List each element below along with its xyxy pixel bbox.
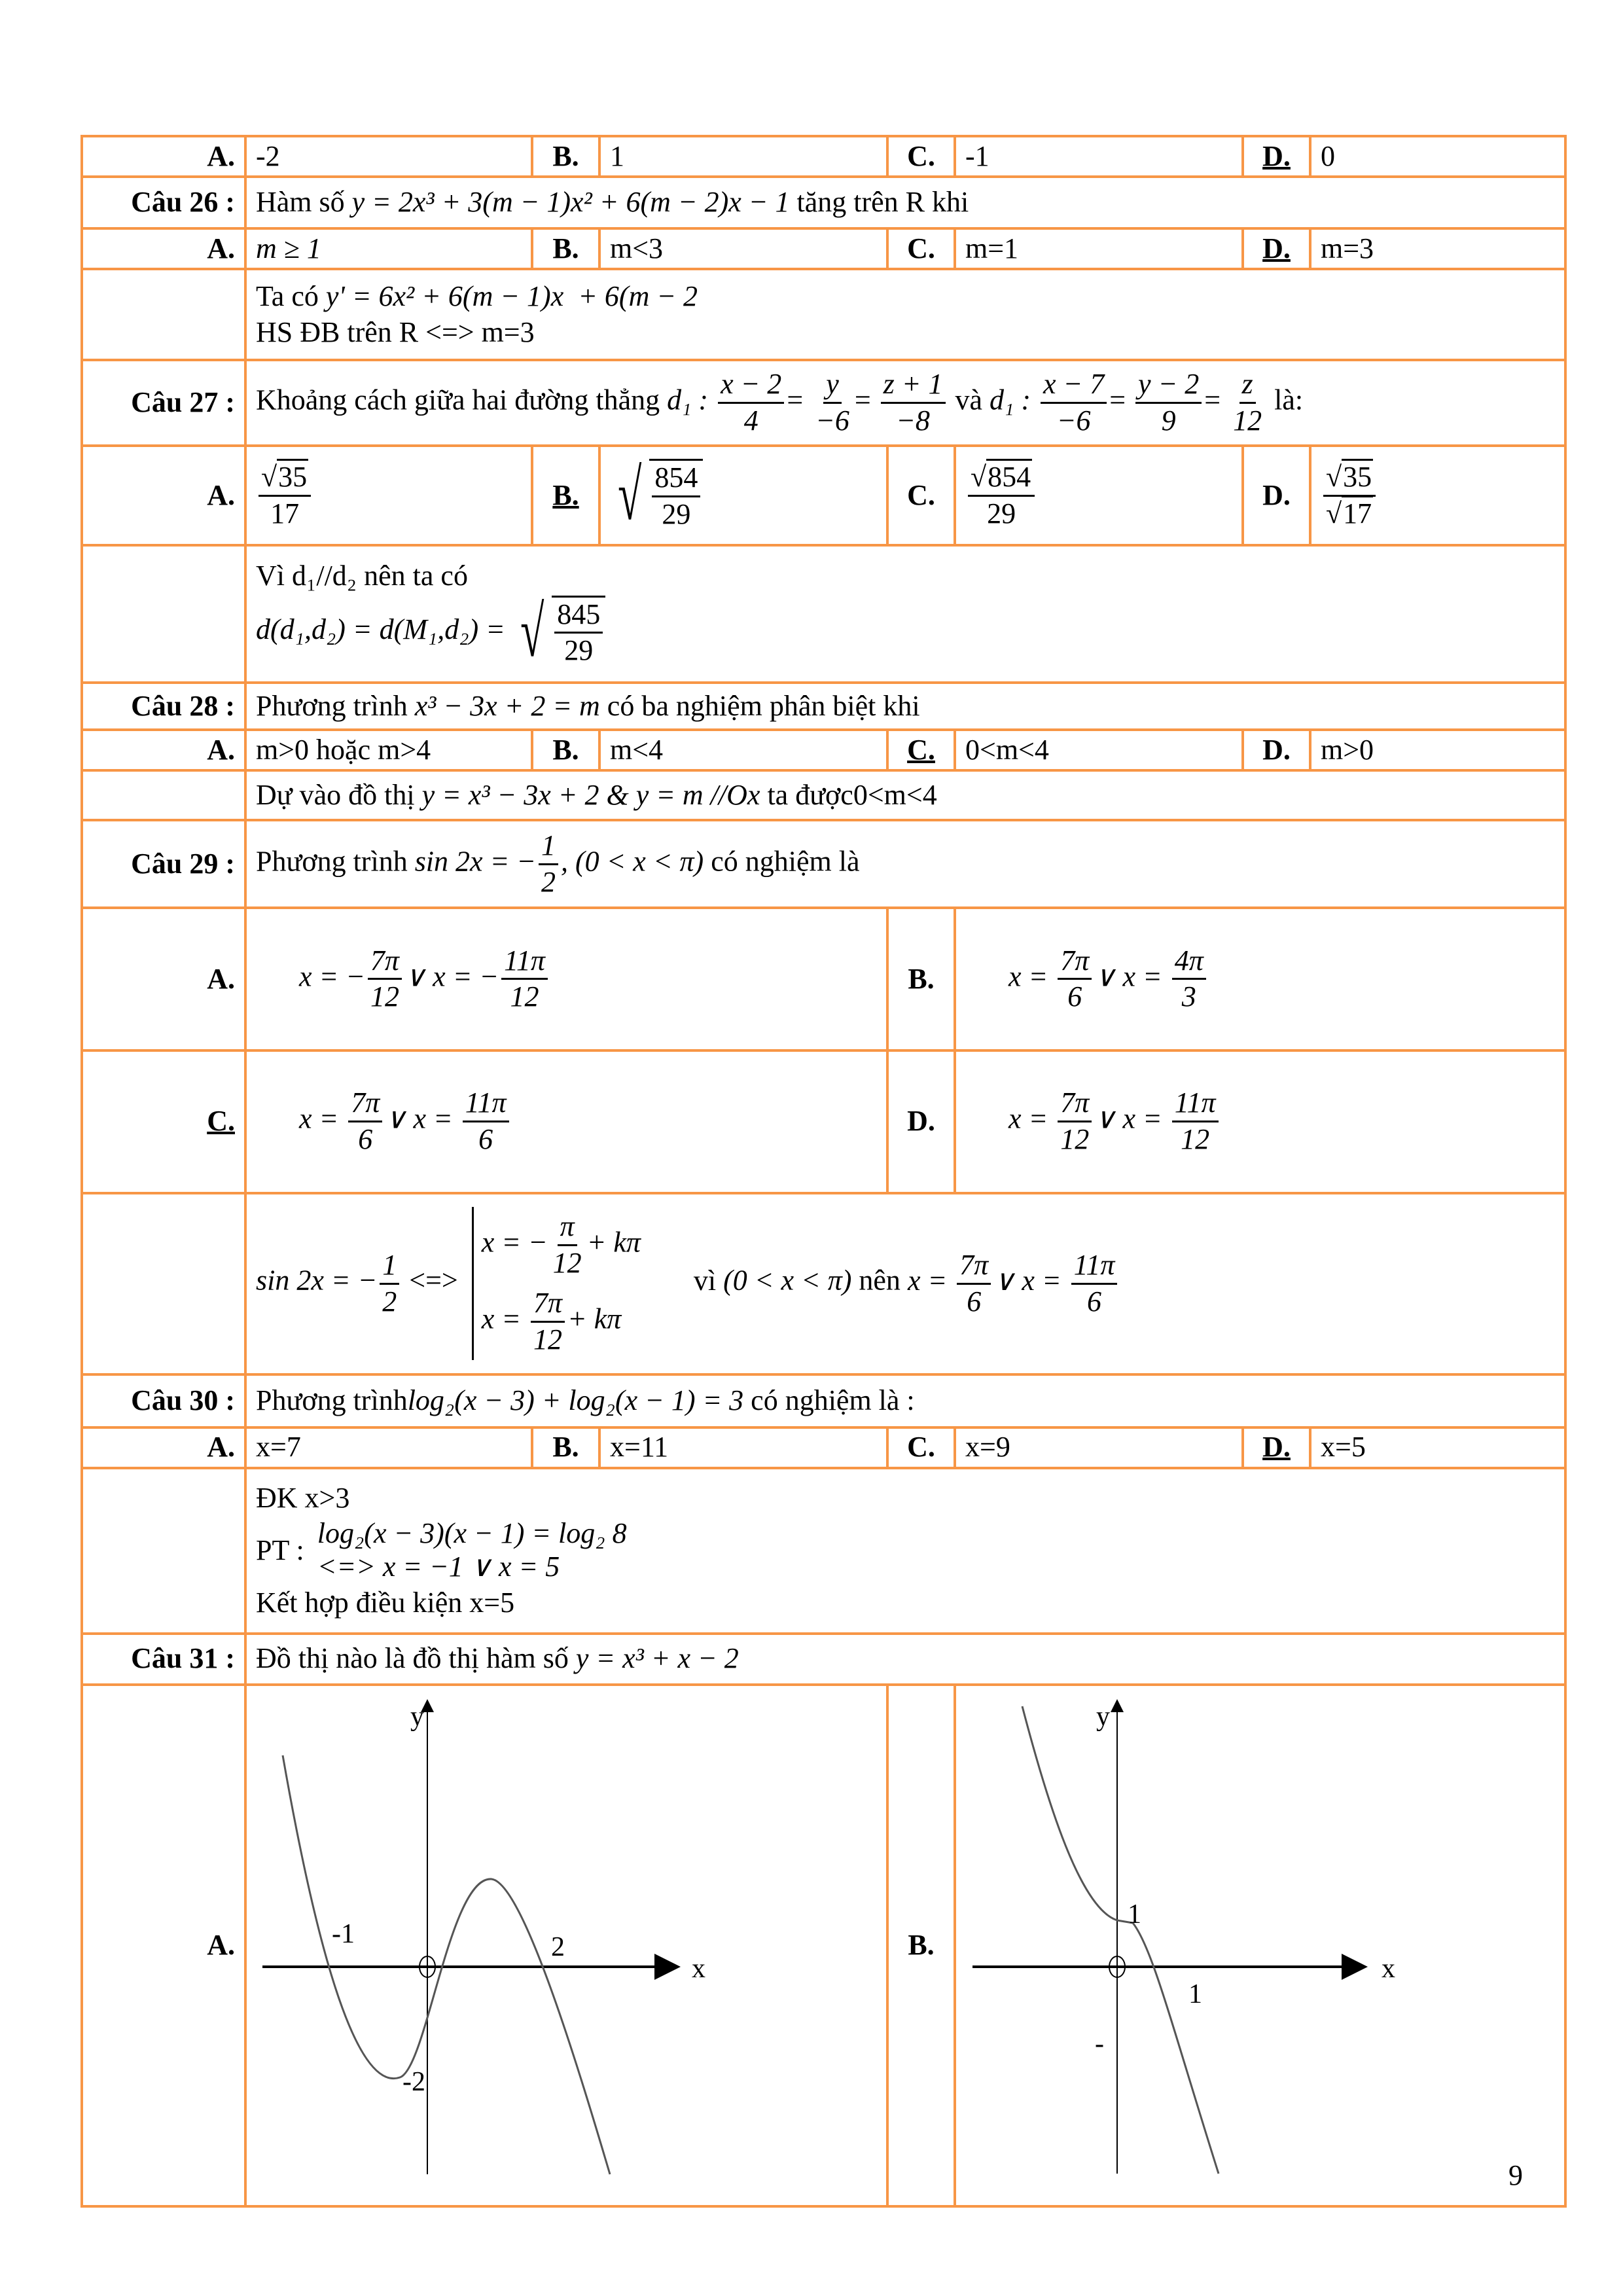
axis-y-label: y: [410, 1701, 424, 1732]
option-d-value: m>0: [1310, 730, 1565, 770]
option-c-label: C.: [887, 228, 955, 269]
option-a-value: $\frac{√35}{17}$: [245, 446, 532, 545]
point-label: -1: [332, 1918, 355, 1949]
question-label: Câu 26 :: [82, 177, 245, 228]
exam-table: [80, 135, 1567, 2208]
solution-conclusion: HS ĐB trên R <=> m=3: [256, 315, 535, 348]
option-a-label: A.: [82, 446, 245, 545]
option-d-label: D.: [1243, 446, 1310, 545]
question-formula: y = 2x³ + 3(m − 1)x² + 6(m − 2)x − 1: [351, 186, 790, 219]
option-c-label-answer: C.: [207, 1105, 235, 1138]
question-text: Đồ thị nào là đồ thị hàm số y = x³ + x − 2: [245, 1634, 1565, 1685]
question-text: Phương trình sin 2x = − $\frac{1}{2}$ , (0 < x < π) có nghiệm là: [245, 820, 1565, 908]
solution-text: Vì d₁//d₂ nên ta có: [256, 559, 468, 592]
q26-solution-row: [82, 269, 1565, 360]
option-b-label-answer: B.: [552, 478, 579, 511]
graph-b: [955, 1685, 1565, 2207]
q25-options-row: [82, 136, 1565, 177]
graph-a: [245, 1685, 887, 2207]
option-a-label: A.: [82, 730, 245, 770]
question-label: Câu 31 :: [82, 1634, 245, 1685]
q26-row: [82, 177, 1565, 228]
option-b-label: B.: [532, 1427, 599, 1468]
option-a-value: x = − $\frac{7\pi}{12}$ ∨ x = − $\frac{11\pi}{12}$: [245, 908, 887, 1050]
conjunction: và: [955, 384, 990, 416]
solution: ĐK x>3 PT : log₂(x − 3)(x − 1) = log₂ 8 <=> x = −1 ∨ x = 5 Kết hợp điều kiện x=5: [245, 1468, 1565, 1634]
q29-solution-row: [82, 1193, 1565, 1374]
page-number: 9: [1508, 2159, 1523, 2191]
option-b-value: m<4: [599, 730, 887, 770]
point-label: -: [1095, 2028, 1104, 2059]
option-d-value: x = $\frac{7\pi}{12}$ ∨ x = $\frac{11\pi}{12}$: [955, 1050, 1565, 1193]
q27-solution-row: [82, 545, 1565, 683]
solution: [245, 269, 1565, 360]
option-a-label: A.: [82, 908, 245, 1050]
option-a-label: A.: [82, 136, 245, 177]
option-d-label: D.: [1243, 730, 1310, 770]
option-c-value: x = $\frac{7\pi}{6}$ ∨ x = $\frac{11\pi}{6}$: [245, 1050, 887, 1193]
question-formula: y = x³ + x − 2: [575, 1642, 739, 1675]
graph-a-svg: [247, 1686, 887, 2198]
question-label: Câu 30 :: [82, 1374, 245, 1427]
option-c-value: $\frac{√854}{29}$: [955, 446, 1243, 545]
question-text-after: là:: [1274, 384, 1304, 416]
question-text: Phương trìnhlog₂(x − 3) + log₂(x − 1) = 3 có nghiệm là :: [245, 1374, 1565, 1427]
option-d-label-answer: D.: [1262, 1431, 1291, 1463]
fraction: $\frac{x - 7}{-6}$: [1041, 367, 1107, 439]
point-label: 2: [551, 1931, 565, 1962]
curve: [283, 1755, 610, 2174]
fraction: $\frac{y - 2}{9}$: [1135, 367, 1202, 439]
question-text: Khoảng cách giữa hai đường thẳng d₁ : $\frac{x - 2}{4}$ = $\frac{y}{-6}$ = $\frac{z + 1}{-8}$ và d₁ : $\frac{x - 7}{-6}$ = $\frac{y - 2}{9}$ = $\frac{z}{12}$ là:: [245, 360, 1565, 446]
q28-solution-row: [82, 770, 1565, 820]
option-c-value: m=1: [955, 228, 1243, 269]
option-c-value: x=9: [955, 1427, 1243, 1468]
solution: Dự vào đồ thị y = x³ − 3x + 2 & y = m //Ox ta được0<m<4: [245, 770, 1565, 820]
point-label: 1: [1128, 1899, 1141, 1929]
q28-options-row: [82, 730, 1565, 770]
question-formula: x³ − 3x + 2 = m: [414, 689, 600, 722]
point-label: -2: [402, 2066, 425, 2097]
graph-b-svg: [956, 1686, 1564, 2198]
q31-row: [82, 1634, 1565, 1685]
option-c-label: C.: [887, 136, 955, 177]
option-d-label-answer: D.: [1262, 232, 1291, 264]
line-d1-label: d₁ :: [667, 384, 709, 416]
question-label: Câu 27 :: [82, 360, 245, 446]
q28-row: [82, 683, 1565, 730]
question-label: Câu 28 :: [82, 683, 245, 730]
option-a-label: A.: [82, 228, 245, 269]
question-text-before: Khoảng cách giữa hai đường thẳng: [256, 384, 668, 416]
axis-x-label: x: [692, 1953, 705, 1984]
option-d-label: D.: [887, 1050, 955, 1193]
solution-text: Ta có: [256, 279, 326, 312]
q30-row: [82, 1374, 1565, 1427]
option-c-label: C.: [887, 446, 955, 545]
solution-cases: x = − $\frac{\pi}{12}$ + kπ x = $\frac{7\pi}{12}$ + kπ: [472, 1207, 641, 1359]
option-d-label-answer: D.: [1262, 139, 1291, 172]
q29-options-row-2: [82, 1050, 1565, 1193]
question-text: [245, 177, 1565, 228]
option-c-label-answer: C.: [907, 733, 935, 766]
point-label: 1: [1188, 1979, 1202, 2009]
question-text-before: Hàm số: [256, 186, 352, 219]
option-a-label: A.: [82, 1427, 245, 1468]
option-c-value: -1: [955, 136, 1243, 177]
option-b-value: m<3: [599, 228, 887, 269]
axis-x-label: x: [1382, 1953, 1395, 1984]
question-text-after: tăng trên R khi: [789, 186, 969, 219]
option-b-label: B.: [887, 908, 955, 1050]
option-b-label: B.: [532, 228, 599, 269]
q30-solution-row: [82, 1468, 1565, 1634]
fraction: $\frac{x - 2}{4}$: [718, 367, 784, 439]
option-a-value: -2: [245, 136, 532, 177]
q29-row: [82, 820, 1565, 908]
option-d-value: x=5: [1310, 1427, 1565, 1468]
option-d-value: 0: [1310, 136, 1565, 177]
option-a-label: A.: [82, 1685, 245, 2207]
q31-graphs-row: [82, 1685, 1565, 2207]
solution-formula: d(d₁,d₂) = d(M₁,d₂) =: [256, 613, 512, 645]
solution-formula: y = x³ − 3x + 2 & y = m //Ox: [421, 778, 760, 811]
option-a-value: m>0 hoặc m>4: [245, 730, 532, 770]
q27-row: [82, 360, 1565, 446]
option-a-value: m ≥ 1: [245, 228, 532, 269]
q26-options-row: [82, 228, 1565, 269]
option-b-value: √ $\frac{854}{29}$: [599, 446, 887, 545]
option-d-value: $\frac{√35}{√17}$: [1310, 446, 1565, 545]
curve: [1022, 1706, 1219, 2174]
q30-options-row: [82, 1427, 1565, 1468]
option-b-label: B.: [532, 730, 599, 770]
fraction: $\frac{y}{-6}$: [815, 368, 849, 437]
option-b-label: B.: [532, 136, 599, 177]
q29-options-row-1: [82, 908, 1565, 1050]
option-c-value: 0<m<4: [955, 730, 1243, 770]
option-b-label: B.: [887, 1685, 955, 2207]
option-d-value: m=3: [1310, 228, 1565, 269]
option-b-value: x=11: [599, 1427, 887, 1468]
line-d2-label: d₁ :: [990, 384, 1031, 416]
fraction: $\frac{z + 1}{-8}$: [881, 367, 946, 439]
question-formula: log₂(x − 3) + log₂(x − 1) = 3: [407, 1384, 744, 1416]
option-a-value: x=7: [245, 1427, 532, 1468]
q27-options-row: [82, 446, 1565, 545]
fraction: $\frac{z}{12}$: [1233, 368, 1262, 437]
option-c-label: C.: [887, 1427, 955, 1468]
solution: sin 2x = − $\frac{1}{2}$ <=> x = − $\frac{\pi}{12}$ + kπ x = $\frac{7\pi}{12}$ + kπ vì (0 < x < π) nên x = $\frac{7\pi}{6}$ ∨ x = $\frac{11\pi}{6}$: [245, 1193, 1565, 1374]
question-label: Câu 29 :: [82, 820, 245, 908]
option-b-value: 1: [599, 136, 887, 177]
option-b-value: x = $\frac{7\pi}{6}$ ∨ x = $\frac{4\pi}{3}$: [955, 908, 1565, 1050]
solution: Vì d₁//d₂ nên ta có d(d₁,d₂) = d(M₁,d₂) = √ $\frac{845}{29}$: [245, 545, 1565, 683]
question-text: Phương trình x³ − 3x + 2 = m có ba nghiệm phân biệt khi: [245, 683, 1565, 730]
solution-formula: y' = 6x² + 6(m − 1)x + 6(m − 2: [325, 279, 698, 312]
axis-y-label: y: [1096, 1701, 1110, 1732]
